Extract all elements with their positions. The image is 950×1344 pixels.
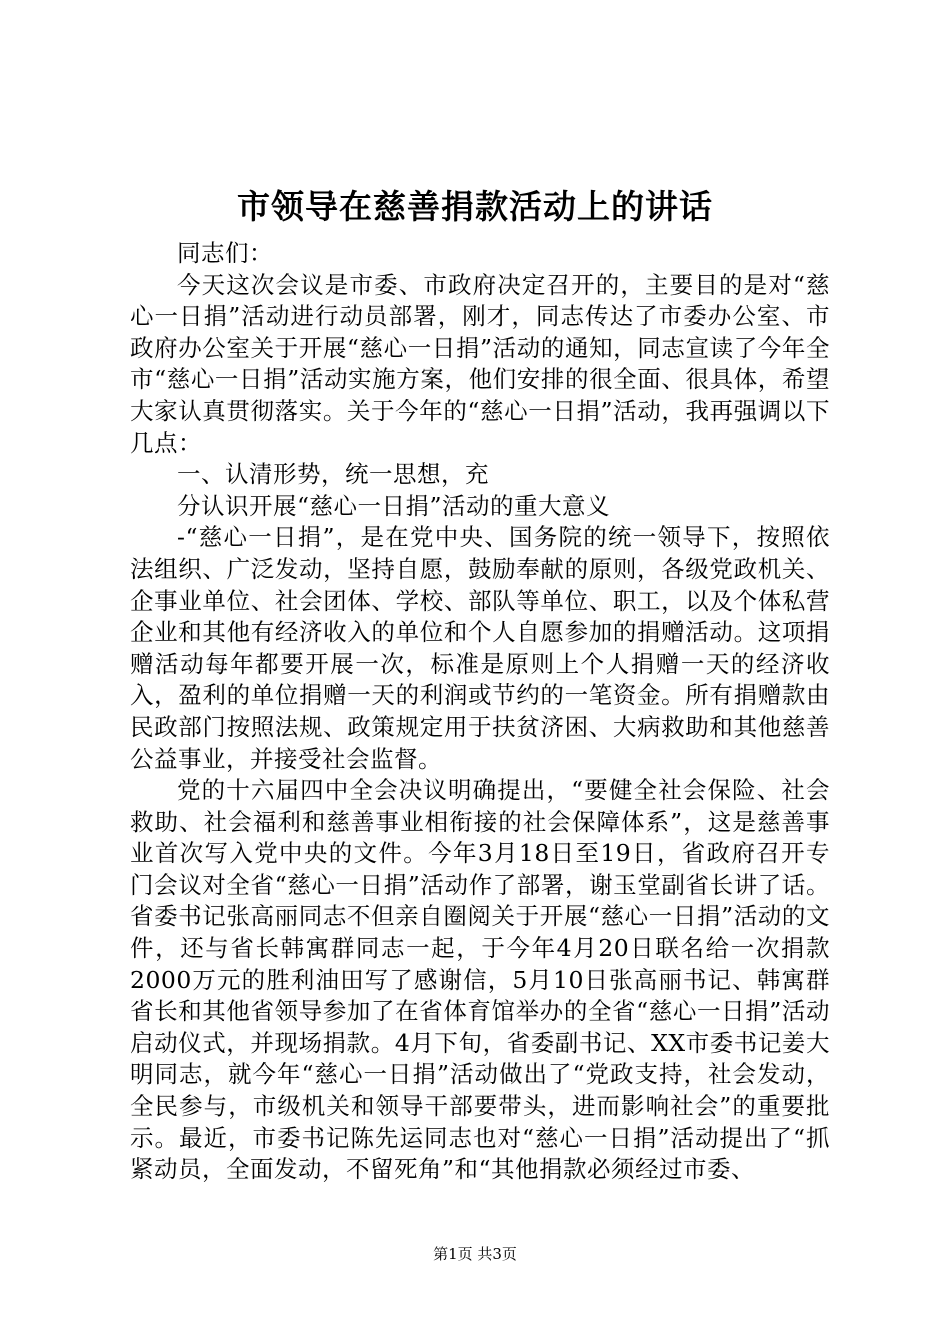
paragraph-intro: 今天这次会议是市委、市政府决定召开的，主要目的是对“慈心一日捐”活动进行动员部署，刚才，同志传达了市委办公室、市政府办公室关于开展“慈心一日捐”活动的通知，同志宣读了今年全市“慈心一日捐”活动实施方案，他们安排的很全面、很具体，希望大家认真贯彻落实。关于今年的“慈心一日捐”活动，我再强调以下几点： <box>130 270 830 457</box>
paragraph-background: 党的十六届四中全会决议明确提出，“要健全社会保险、社会救助、社会福利和慈善事业相衔接的社会保障体系”，这是慈善事业首次写入党中央的文件。今年3月18日至19日，省政府召开专门会议对全省“慈心一日捐”活动作了部署，谢玉堂副省长讲了话。省委书记张高丽同志不但亲自圈阅关于开展“慈心一日捐”活动的文件，还与省长韩寓群同志一起，于今年4月20日联名给一次捐款2000万元的胜利油田写了感谢信，5月10日张高丽书记、韩寓群省长和其他省领导参加了在省体育馆举办的全省“慈心一日捐”活动启动仪式，并现场捐款。4月下旬，省委副书记、XX市委书记姜大明同志，就今年“慈心一日捐”活动做出了“党政支持，社会发动，全民参与，市级机关和领导干部要带头，进而影响社会”的重要批示。最近，市委书记陈先运同志也对“慈心一日捐”活动提出了“抓紧动员，全面发动，不留死角”和“其他捐款必须经过市委、 <box>130 776 830 1184</box>
document-title: 市领导在慈善捐款活动上的讲话 <box>237 187 713 226</box>
document-body <box>130 238 830 1186</box>
section-heading-part1: 一、认清形势，统一思想，充 <box>177 460 489 489</box>
section-heading-part2: 分认识开展“慈心一日捐”活动的重大意义 <box>177 491 611 520</box>
paragraph-definition: -“慈心一日捐”，是在党中央、国务院的统一领导下，按照依法组织、广泛发动，坚持自愿，鼓励奉献的原则，各级党政机关、企事业单位、社会团体、学校、部队等单位、职工，以及个体私营企业和其他有经济收入的单位和个人自愿参加的捐赠活动。这项捐赠活动每年都要开展一次，标准是原则上个人捐赠一天的经济收入，盈利的单位捐赠一天的利润或节约的一笔资金。所有捐赠款由民政部门按照法规、政策规定用于扶贫济困、大病救助和其他慈善公益事业，并接受社会监督。 <box>130 523 830 773</box>
paragraph-salutation: 同志们： <box>177 239 273 267</box>
page-number-footer: 第1页 共3页 <box>433 1245 517 1263</box>
